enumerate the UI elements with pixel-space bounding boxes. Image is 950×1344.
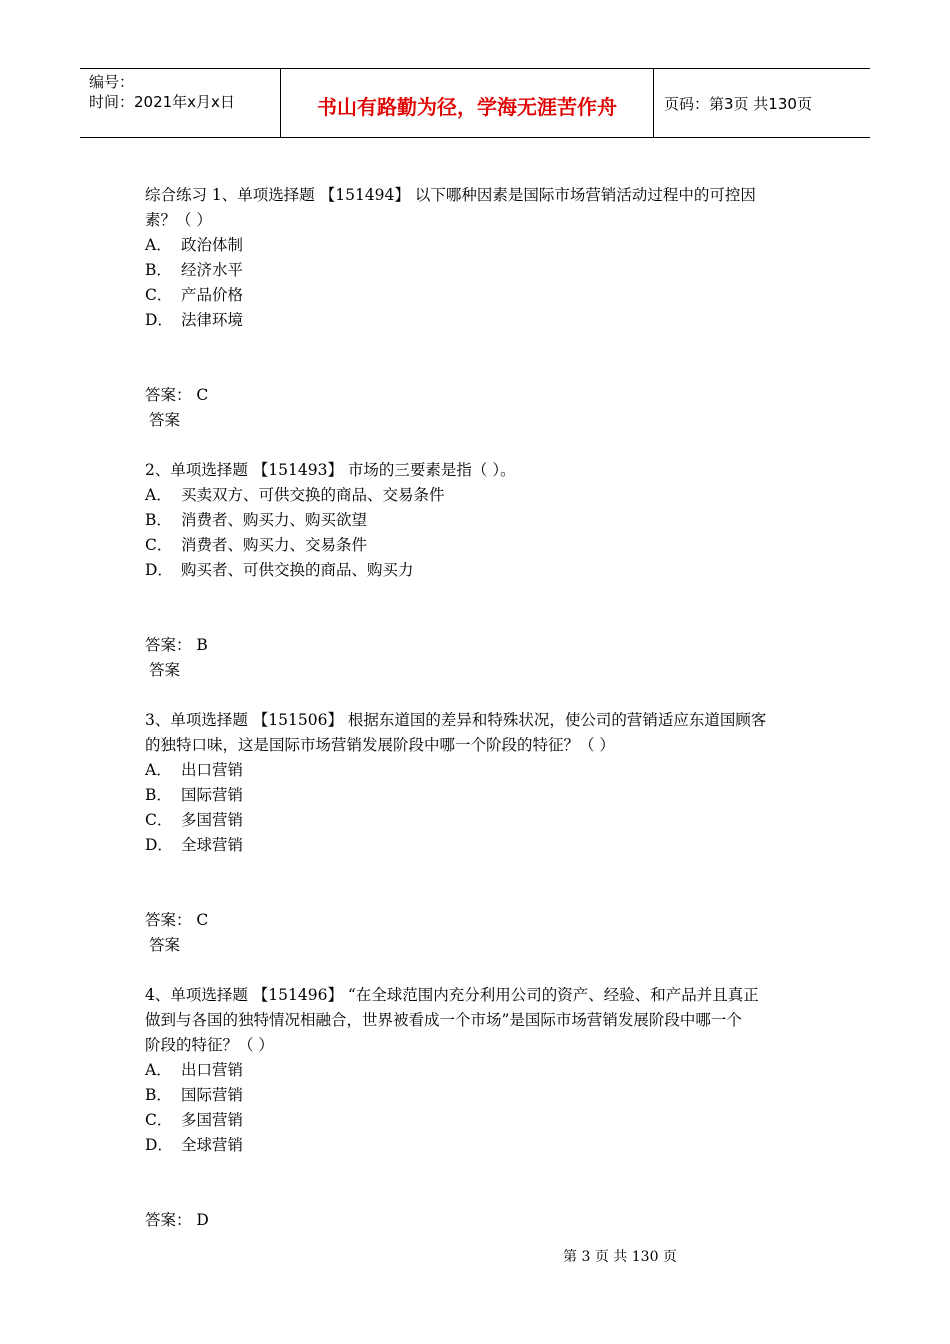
question: [145, 183, 810, 433]
option: [145, 283, 810, 308]
option: [145, 558, 810, 583]
time-label: 时间：2021年x月x日: [89, 93, 235, 111]
option-text: 买卖双方、可供交换的商品、交易条件: [181, 486, 445, 504]
option-text: 法律环境: [181, 311, 244, 329]
option-text: 产品价格: [181, 286, 244, 304]
option-letter: B．: [145, 511, 172, 529]
option-letter: B．: [145, 1086, 172, 1104]
question-stem-line: 4、单项选择题 【151496】 “在全球范围内充分利用公司的资产、经验、和产品并且真正: [145, 986, 759, 1004]
question: [145, 983, 810, 1233]
question-list: [145, 183, 810, 1233]
option: [145, 808, 810, 833]
answer: 答案： D: [145, 1211, 209, 1229]
option: [145, 533, 810, 558]
option-letter: A．: [145, 1061, 172, 1079]
option: [145, 258, 810, 283]
option-letter: B．: [145, 261, 172, 279]
option: [145, 1108, 810, 1133]
serial-label: 编号：: [89, 73, 135, 91]
option-letter: D．: [145, 836, 173, 854]
question-stem-line: 阶段的特征？（ ）: [145, 1036, 274, 1054]
option-text: 消费者、购买力、交易条件: [181, 536, 368, 554]
answer: 答案： C: [145, 386, 209, 404]
motto: 书山有路勤为径，学海无涯苦作舟: [317, 95, 617, 119]
option: [145, 833, 810, 858]
answer-label: 答案: [149, 936, 181, 954]
page-header: [80, 68, 870, 138]
page-info: 页码：第3页 共130页: [664, 95, 812, 113]
question: [145, 708, 810, 958]
option-text: 国际营销: [181, 1086, 244, 1104]
option-letter: D．: [145, 311, 173, 329]
option-letter: D．: [145, 561, 173, 579]
question-stem-line: 2、单项选择题 【151493】 市场的三要素是指（ ）。: [145, 461, 516, 479]
answer: 答案： B: [145, 636, 208, 654]
answer-label: 答案: [149, 411, 181, 429]
header-page-cell: [653, 69, 870, 137]
question-stem-line: 做到与各国的独特情况相融合，世界被看成一个市场”是国际市场营销发展阶段中哪一个: [145, 1011, 742, 1029]
option: [145, 233, 810, 258]
option-text: 多国营销: [181, 811, 244, 829]
header-motto-cell: [280, 69, 654, 137]
option-letter: C．: [145, 811, 173, 829]
option-text: 政治体制: [181, 236, 244, 254]
option: [145, 308, 810, 333]
option-text: 多国营销: [181, 1111, 244, 1129]
option: [145, 508, 810, 533]
option-text: 经济水平: [181, 261, 244, 279]
option-text: 国际营销: [181, 786, 244, 804]
option-letter: A．: [145, 486, 172, 504]
option-text: 全球营销: [181, 836, 244, 854]
option: [145, 1058, 810, 1083]
option-letter: C．: [145, 536, 173, 554]
option-text: 购买者、可供交换的商品、购买力: [181, 561, 414, 579]
answer: 答案： C: [145, 911, 209, 929]
question-stem-line: 的独特口味，这是国际市场营销发展阶段中哪一个阶段的特征？（ ）: [145, 736, 615, 754]
option: [145, 1133, 810, 1158]
option: [145, 483, 810, 508]
question: [145, 458, 810, 683]
option-letter: B．: [145, 786, 172, 804]
option-letter: C．: [145, 286, 173, 304]
option-text: 出口营销: [181, 761, 244, 779]
option-letter: D．: [145, 1136, 173, 1154]
option-text: 全球营销: [181, 1136, 244, 1154]
page-footer: 第 3 页 共 130 页: [563, 1249, 677, 1265]
option-letter: A．: [145, 236, 172, 254]
option: [145, 1083, 810, 1108]
question-stem-line: 综合练习 1、单项选择题 【151494】 以下哪种因素是国际市场营销活动过程中的可控因: [145, 186, 756, 204]
answer-label: 答案: [149, 661, 181, 679]
option-text: 消费者、购买力、购买欲望: [181, 511, 368, 529]
option: [145, 758, 810, 783]
option-text: 出口营销: [181, 1061, 244, 1079]
option-letter: A．: [145, 761, 172, 779]
option-letter: C．: [145, 1111, 173, 1129]
option: [145, 783, 810, 808]
question-stem-line: 素？（ ）: [145, 211, 212, 229]
question-stem-line: 3、单项选择题 【151506】 根据东道国的差异和特殊状况，使公司的营销适应东道国顾客: [145, 711, 767, 729]
header-meta-cell: [80, 69, 280, 137]
